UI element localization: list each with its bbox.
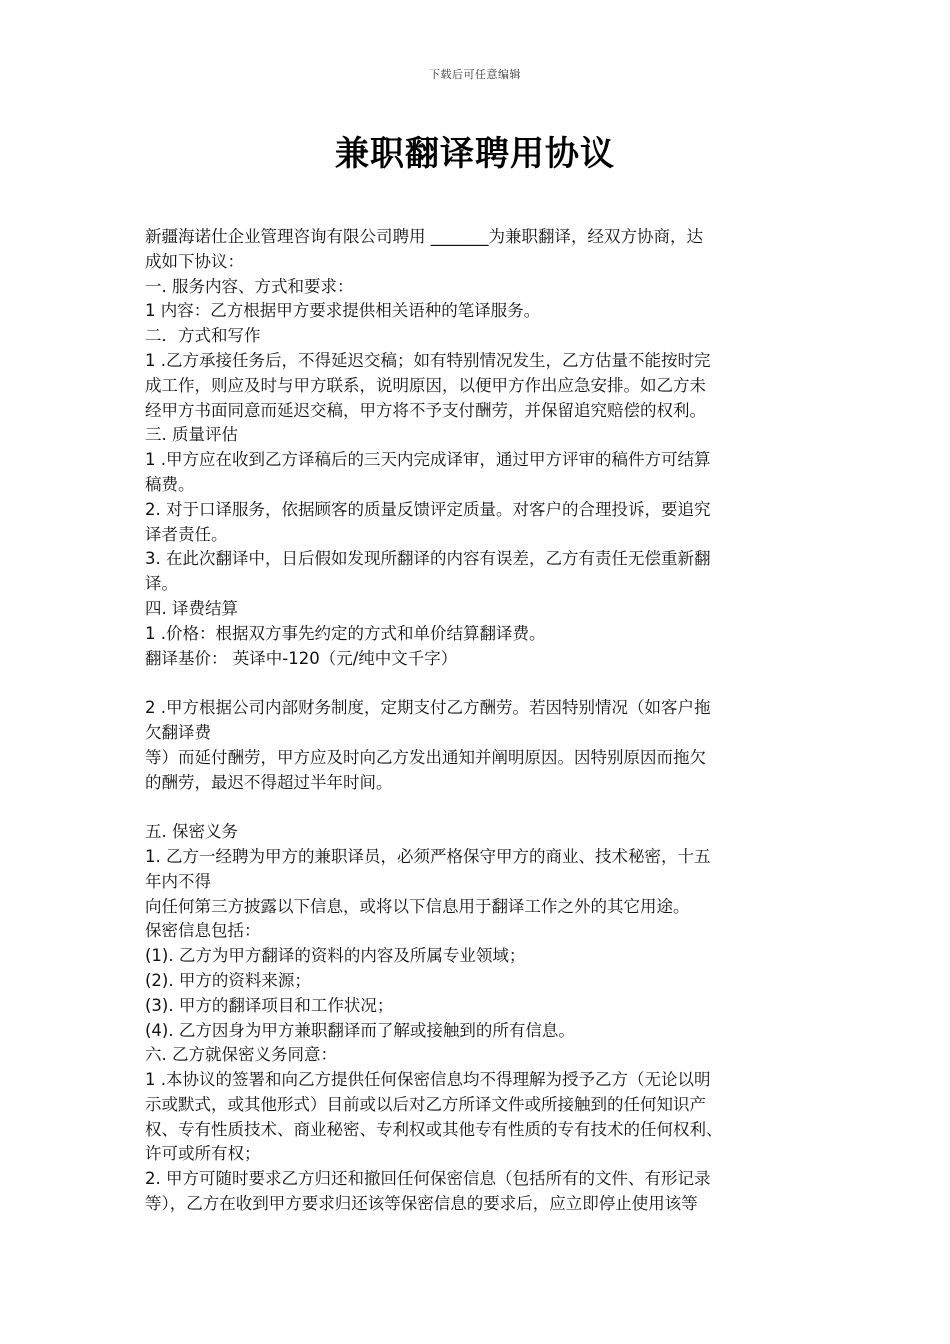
- body-line: 欠翻译费: [145, 722, 211, 742]
- body-line: 成工作，则应及时与甲方联系，说明原因，以便甲方作出应急安排。如乙方未: [145, 375, 706, 395]
- section-heading: 六. 乙方就保密义务同意：: [145, 1045, 337, 1065]
- body-line: 向任何第三方披露以下信息，或将以下信息用于翻译工作之外的其它用途。: [145, 896, 690, 916]
- body-line: 2. 对于口译服务，依据顾客的质量反馈评定质量。对客户的合理投诉，要追究: [145, 499, 711, 519]
- body-line: 成如下协议：: [145, 251, 244, 271]
- header-note: 下载后可任意编辑: [429, 68, 521, 81]
- body-line: 3. 在此次翻译中，日后假如发现所翻译的内容有误差，乙方有责任无偿重新翻: [145, 549, 711, 569]
- section-heading: 四. 译费结算: [145, 598, 238, 618]
- body-line: 2. 甲方可随时要求乙方归还和撤回任何保密信息（包括所有的文件、有形记录: [145, 1169, 711, 1189]
- document-title: 兼职翻译聘用协议: [335, 134, 615, 174]
- list-item: (1). 乙方为甲方翻译的资料的内容及所属专业领域；: [145, 946, 526, 966]
- body-line: 1 .本协议的签署和向乙方提供任何保密信息均不得理解为授予乙方（无论以明: [145, 1070, 711, 1090]
- body-line: 等）而延付酬劳，甲方应及时向乙方发出通知并阐明原因。因特别原因而拖欠: [145, 747, 706, 767]
- section-heading: 二．方式和写作: [145, 326, 261, 346]
- body-line: 2 .甲方根据公司内部财务制度，定期支付乙方酬劳。若因特别情况（如客户拖: [145, 698, 711, 718]
- body-line: 示或默式，或其他形式）目前或以后对乙方所译文件或所接触到的任何知识产: [145, 1094, 706, 1114]
- body-line: 1 内容：乙方根据甲方要求提供相关语种的笔译服务。: [145, 301, 541, 321]
- body-line: 许可或所有权；: [145, 1144, 261, 1164]
- body-line: 保密信息包括：: [145, 921, 261, 941]
- section-heading: 一. 服务内容、方式和要求：: [145, 276, 354, 296]
- list-item: (3). 甲方的翻译项目和工作状况；: [145, 995, 394, 1015]
- body-line: 等），乙方在收到甲方要求归还该等保密信息的要求后，应立即停止使用该等: [145, 1194, 698, 1214]
- body-line: 1 .价格：根据双方事先约定的方式和单价结算翻译费。: [145, 623, 546, 643]
- document-body: [145, 225, 810, 1217]
- body-line: 翻译基价： 英译中-120（元/纯中文千字）: [145, 648, 458, 668]
- body-line: 经甲方书面同意而延迟交稿，甲方将不予支付酬劳，并保留追究赔偿的权利。: [145, 400, 706, 420]
- body-line: 的酬劳，最迟不得超过半年时间。: [145, 772, 393, 792]
- body-line: 译。: [145, 574, 178, 594]
- body-line: 译者责任。: [145, 524, 228, 544]
- blank-line: [145, 671, 810, 696]
- body-line: 年内不得: [145, 871, 211, 891]
- body-line: 1 .甲方应在收到乙方译稿后的三天内完成译审，通过甲方评审的稿件方可结算: [145, 450, 711, 470]
- body-line: 权、专有性质技术、商业秘密、专利权或其他专有性质的专有技术的任何权利、: [145, 1119, 723, 1139]
- body-line: 稿费。: [145, 474, 195, 494]
- list-item: (2). 甲方的资料来源；: [145, 970, 311, 990]
- section-heading: 五. 保密义务: [145, 822, 238, 842]
- body-line: 1. 乙方一经聘为甲方的兼职译员，必须严格保守甲方的商业、技术秘密，十五: [145, 846, 711, 866]
- list-item: (4). 乙方因身为甲方兼职翻译而了解或接触到的所有信息。: [145, 1020, 575, 1040]
- body-line: 1 .乙方承接任务后，不得延迟交稿；如有特别情况发生，乙方估量不能按时完: [145, 350, 711, 370]
- blank-line: [145, 795, 810, 820]
- body-line: 新疆海诺仕企业管理咨询有限公司聘用 _______为兼职翻译，经双方协商，达: [145, 227, 703, 246]
- section-heading: 三. 质量评估: [145, 425, 238, 445]
